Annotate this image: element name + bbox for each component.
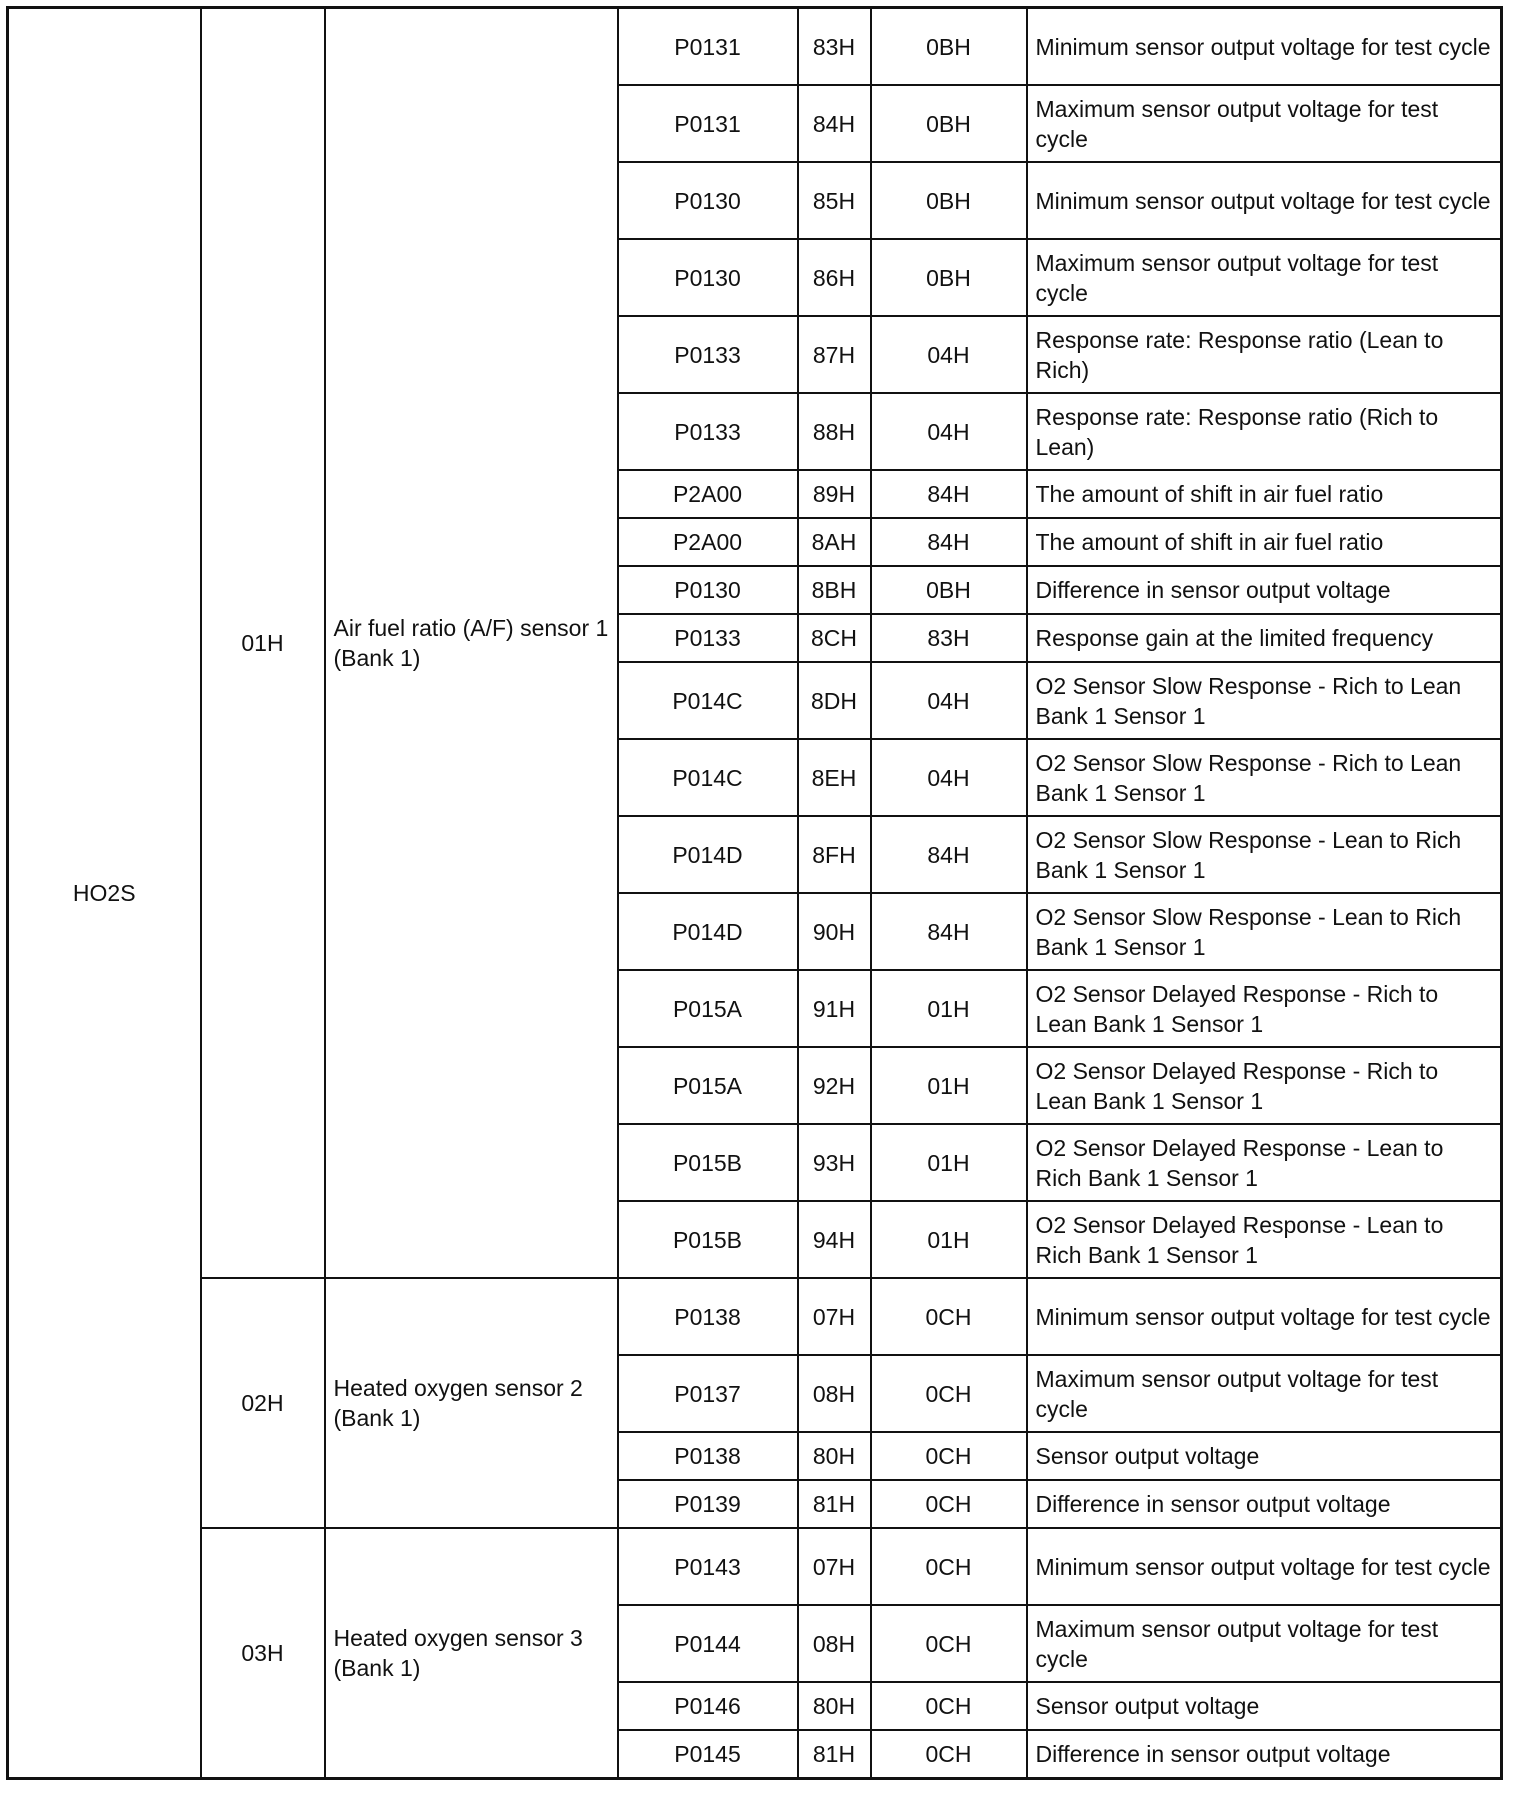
dtc-cell: P0144 <box>618 1605 798 1682</box>
monitor-id-cell: 83H <box>798 8 871 86</box>
obd-monitor-table <box>6 6 1503 1780</box>
dtc-cell: P0133 <box>618 316 798 393</box>
dtc-cell: P0133 <box>618 393 798 470</box>
dtc-cell: P0145 <box>618 1730 798 1779</box>
description-cell: Sensor output voltage <box>1027 1432 1502 1480</box>
dtc-cell: P0138 <box>618 1278 798 1355</box>
table-row <box>8 1278 1502 1355</box>
monitor-id-cell: 86H <box>798 239 871 316</box>
monitor-id-cell: 8BH <box>798 566 871 614</box>
monitor-id-cell: 80H <box>798 1682 871 1730</box>
monitor-id-cell: 81H <box>798 1480 871 1528</box>
dtc-cell: P014D <box>618 816 798 893</box>
component-id-cell: 0BH <box>871 239 1027 316</box>
dtc-cell: P015A <box>618 970 798 1047</box>
component-id-cell: 0CH <box>871 1480 1027 1528</box>
component-id-cell: 04H <box>871 393 1027 470</box>
description-cell: O2 Sensor Slow Response - Rich to Lean Bank 1 Sensor 1 <box>1027 662 1502 739</box>
component-id-cell: 84H <box>871 893 1027 970</box>
monitor-id-cell: 93H <box>798 1124 871 1201</box>
dtc-cell: P014D <box>618 893 798 970</box>
description-cell: O2 Sensor Slow Response - Rich to Lean Bank 1 Sensor 1 <box>1027 739 1502 816</box>
test-id-cell: 03H <box>201 1528 325 1779</box>
dtc-cell: P0131 <box>618 8 798 86</box>
component-id-cell: 83H <box>871 614 1027 662</box>
test-id-cell: 01H <box>201 8 325 1279</box>
component-id-cell: 0BH <box>871 162 1027 239</box>
dtc-cell: P0130 <box>618 566 798 614</box>
description-cell: Maximum sensor output voltage for test cycle <box>1027 1355 1502 1432</box>
description-cell: O2 Sensor Delayed Response - Lean to Rich Bank 1 Sensor 1 <box>1027 1124 1502 1201</box>
dtc-cell: P0130 <box>618 239 798 316</box>
description-cell: Response rate: Response ratio (Rich to Lean) <box>1027 393 1502 470</box>
component-id-cell: 04H <box>871 316 1027 393</box>
monitor-id-cell: 85H <box>798 162 871 239</box>
description-cell: Minimum sensor output voltage for test cycle <box>1027 1278 1502 1355</box>
dtc-cell: P2A00 <box>618 470 798 518</box>
description-cell: Difference in sensor output voltage <box>1027 1480 1502 1528</box>
component-id-cell: 0CH <box>871 1528 1027 1605</box>
description-cell: O2 Sensor Delayed Response - Lean to Rich Bank 1 Sensor 1 <box>1027 1201 1502 1278</box>
table-body <box>8 8 1502 1779</box>
component-id-cell: 04H <box>871 662 1027 739</box>
test-id-cell: 02H <box>201 1278 325 1528</box>
monitor-id-cell: 90H <box>798 893 871 970</box>
monitor-id-cell: 89H <box>798 470 871 518</box>
component-id-cell: 01H <box>871 1047 1027 1124</box>
monitor-id-cell: 8CH <box>798 614 871 662</box>
dtc-cell: P014C <box>618 739 798 816</box>
description-cell: Response gain at the limited frequency <box>1027 614 1502 662</box>
component-cell: Heated oxygen sensor 2 (Bank 1) <box>325 1278 618 1528</box>
component-id-cell: 0CH <box>871 1682 1027 1730</box>
dtc-cell: P0133 <box>618 614 798 662</box>
monitor-id-cell: 8EH <box>798 739 871 816</box>
dtc-cell: P0146 <box>618 1682 798 1730</box>
component-id-cell: 01H <box>871 1201 1027 1278</box>
monitor-id-cell: 88H <box>798 393 871 470</box>
monitor-id-cell: 07H <box>798 1278 871 1355</box>
dtc-cell: P0143 <box>618 1528 798 1605</box>
monitor-id-cell: 8AH <box>798 518 871 566</box>
component-id-cell: 84H <box>871 470 1027 518</box>
monitor-id-cell: 8DH <box>798 662 871 739</box>
description-cell: The amount of shift in air fuel ratio <box>1027 518 1502 566</box>
description-cell: O2 Sensor Delayed Response - Rich to Lean Bank 1 Sensor 1 <box>1027 1047 1502 1124</box>
dtc-cell: P014C <box>618 662 798 739</box>
description-cell: Response rate: Response ratio (Lean to Rich) <box>1027 316 1502 393</box>
component-id-cell: 0BH <box>871 85 1027 162</box>
description-cell: O2 Sensor Slow Response - Lean to Rich Bank 1 Sensor 1 <box>1027 816 1502 893</box>
dtc-cell: P015A <box>618 1047 798 1124</box>
dtc-cell: P0138 <box>618 1432 798 1480</box>
description-cell: Difference in sensor output voltage <box>1027 1730 1502 1779</box>
description-cell: Minimum sensor output voltage for test cycle <box>1027 162 1502 239</box>
monitor-id-cell: 8FH <box>798 816 871 893</box>
monitor-id-cell: 81H <box>798 1730 871 1779</box>
description-cell: Minimum sensor output voltage for test cycle <box>1027 1528 1502 1605</box>
component-id-cell: 84H <box>871 518 1027 566</box>
component-id-cell: 0CH <box>871 1278 1027 1355</box>
dtc-cell: P0137 <box>618 1355 798 1432</box>
monitor-id-cell: 08H <box>798 1355 871 1432</box>
monitor-id-cell: 84H <box>798 85 871 162</box>
monitor-id-cell: 94H <box>798 1201 871 1278</box>
dtc-cell: P015B <box>618 1124 798 1201</box>
description-cell: Difference in sensor output voltage <box>1027 566 1502 614</box>
dtc-cell: P2A00 <box>618 518 798 566</box>
description-cell: Maximum sensor output voltage for test cycle <box>1027 85 1502 162</box>
monitor-id-cell: 91H <box>798 970 871 1047</box>
table-row <box>8 1528 1502 1605</box>
monitor-id-cell: 80H <box>798 1432 871 1480</box>
description-cell: The amount of shift in air fuel ratio <box>1027 470 1502 518</box>
dtc-cell: P0131 <box>618 85 798 162</box>
description-cell: O2 Sensor Slow Response - Lean to Rich Bank 1 Sensor 1 <box>1027 893 1502 970</box>
monitor-id-cell: 92H <box>798 1047 871 1124</box>
component-id-cell: 04H <box>871 739 1027 816</box>
component-id-cell: 01H <box>871 970 1027 1047</box>
monitor-id-cell: 07H <box>798 1528 871 1605</box>
component-id-cell: 0BH <box>871 8 1027 86</box>
description-cell: O2 Sensor Delayed Response - Rich to Lean Bank 1 Sensor 1 <box>1027 970 1502 1047</box>
monitor-id-cell: 08H <box>798 1605 871 1682</box>
component-cell: Heated oxygen sensor 3 (Bank 1) <box>325 1528 618 1779</box>
component-id-cell: 0CH <box>871 1432 1027 1480</box>
dtc-cell: P015B <box>618 1201 798 1278</box>
component-cell: Air fuel ratio (A/F) sensor 1 (Bank 1) <box>325 8 618 1279</box>
description-cell: Maximum sensor output voltage for test cycle <box>1027 239 1502 316</box>
monitor-id-cell: 87H <box>798 316 871 393</box>
component-id-cell: 0BH <box>871 566 1027 614</box>
component-id-cell: 0CH <box>871 1605 1027 1682</box>
component-id-cell: 01H <box>871 1124 1027 1201</box>
description-cell: Sensor output voltage <box>1027 1682 1502 1730</box>
dtc-cell: P0139 <box>618 1480 798 1528</box>
dtc-cell: P0130 <box>618 162 798 239</box>
table-row <box>8 8 1502 86</box>
component-id-cell: 0CH <box>871 1355 1027 1432</box>
system-cell: HO2S <box>8 8 201 1779</box>
description-cell: Maximum sensor output voltage for test cycle <box>1027 1605 1502 1682</box>
component-id-cell: 84H <box>871 816 1027 893</box>
component-id-cell: 0CH <box>871 1730 1027 1779</box>
description-cell: Minimum sensor output voltage for test cycle <box>1027 8 1502 86</box>
